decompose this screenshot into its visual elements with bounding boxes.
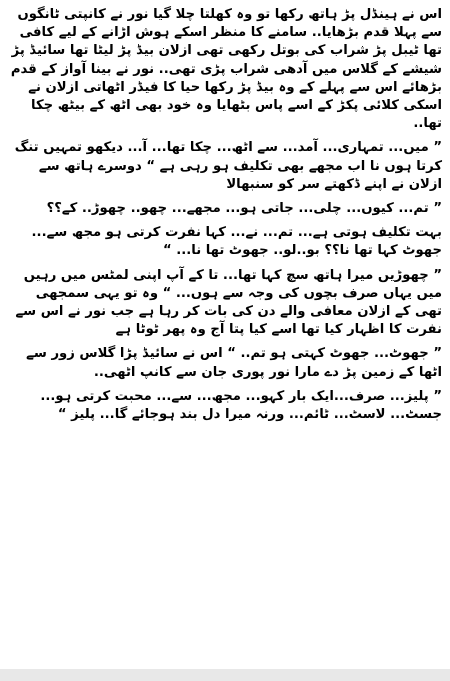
paragraph-5: ” چھوڑیں میرا ہاتھ سچ کہا تھا... تا کے آپ اپنی لمٹس میں رہیں میں یہاں صرف بچوں کی وجہ سے ہوں... “ وہ تو یہی سمجھی تھی کے ازلان معافی والے دن کی بات کر رہا ہے جب نور نے اس سے نفرت کا اظہار کیا تھا اسے کیا پتا آج وہ پھر ٹوٹا ہے bbox=[10, 267, 442, 338]
paragraph-4: بہت تکلیف ہوتی ہے... تم... نے... کہا نفرت کرتی ہو مجھ سے... جھوٹ کہا تھا نا؟؟ بو..لو.. جھوٹ تھا نا... “ bbox=[26, 225, 442, 259]
paragraph-2: ” میں... تمہاری... آمد... سے اٹھ... چکا تھا... آ... دیکھو تمہیں تنگ کرتا ہوں نا اب مجھے بھی تکلیف ہو رہی ہے “ دوسرے ہاتھ سے ازلان نے اپنے ڈکھتے سر کو سنبھالا bbox=[10, 140, 442, 192]
bottom-edge-bar bbox=[0, 669, 450, 681]
paragraph-6: ” جھوٹ... جھوٹ کہتی ہو تم.. “ اس نے سائیڈ پڑا گلاس زور سے اٹھا کے زمین پڑ دے مارا نور پوری جان سے کانپ اٹھی.. bbox=[21, 346, 442, 380]
paragraph-3: ” تم... کیوں... چلی... جاتی ہو... مجھے... چھو.. چھوڑ.. کے؟؟ bbox=[46, 201, 442, 217]
paragraph-1: اس نے ہینڈل پڑ ہاتھ رکھا تو وہ کھلتا چلا گیا نور نے کانپتی ٹانگوں سے پہلا قدم بڑھایا.. سامنے کا منظر اسکے ہوش اڑانے کے لیے کافی تھا ٹیبل پڑ شراب کی بوتل رکھی تھی ازلان بیڈ پڑ لیٹا تھا سائیڈ پڑ شیشے کے گلاس میں آدھی شراب پڑی تھی.. نور نے بینا آواز کے قدم بڑھائے اس سے پہلے کے وہ بیڈ پڑ رکھا حیا کا فیڈر اٹھاتی ازلان نے اسکی کلائی پکڑ کے اسے پاس بٹھایا وہ خود بھی اٹھ کے بیٹھ چکا تھا.. bbox=[6, 7, 442, 132]
paragraph-7: ” پلیز... صرف...ایک بار کہو... مجھ... سے... محبت کرتی ہو... جسٹ... لاسٹ... ٹائم... ورنہ میرا دل بند ہوجائے گا... پلیز “ bbox=[35, 388, 442, 423]
story-text bbox=[8, 6, 442, 430]
